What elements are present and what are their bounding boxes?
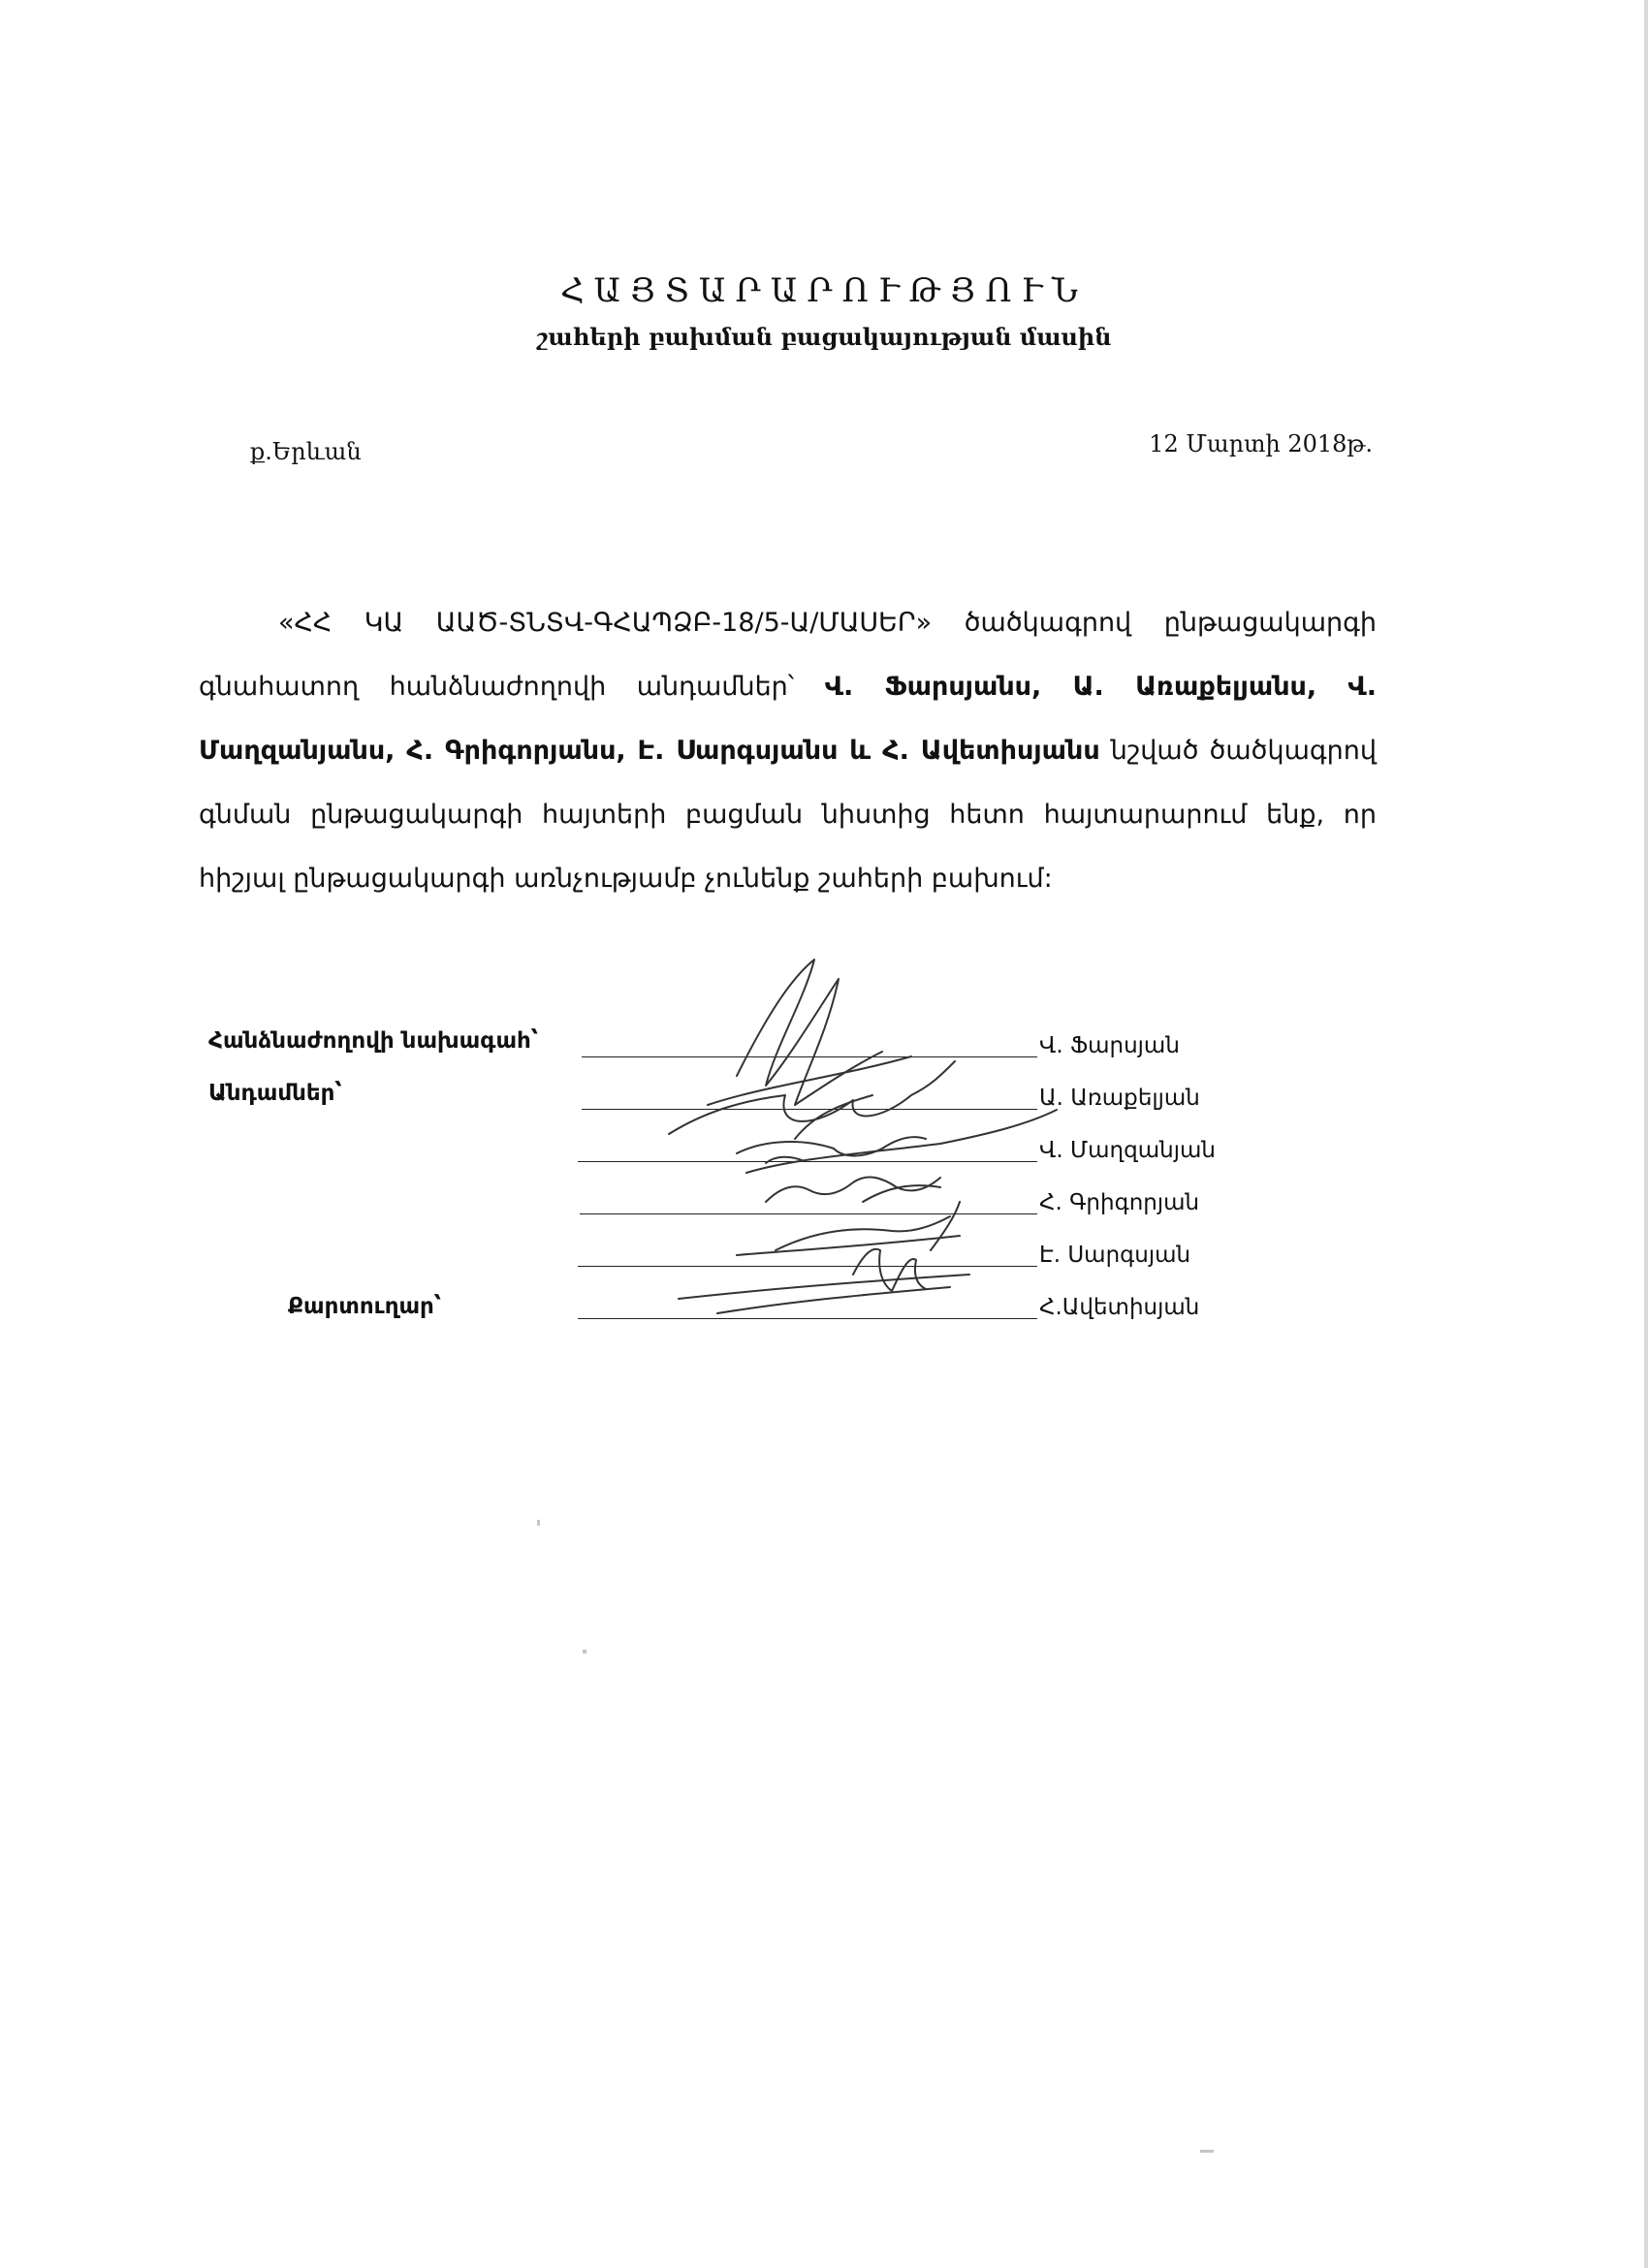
- declaration-text-part1: «ՀՀ ԿԱ ԱԱԾ-ՏՆՏՎ-ԳՀԱՊՁԲ-18/5-Ա/ՄԱՍԵՐ» ծածկագրով ընթացակարգի գնահատող հանձնաժողովի անդամներ՝: [199, 608, 1377, 702]
- declaration-text-part2: նշված ծածկագրով գնման ընթացակարգի հայտերի բացման նիստից հետո հայտարարում ենք, որ հիշյալ ընթացակարգի առնչությամբ չունենք շահերի բախում:: [199, 736, 1377, 894]
- scan-mark: [1200, 2150, 1214, 2153]
- signer-name: Հ. Գրիգորյան: [1039, 1190, 1200, 1215]
- signer-name: Վ. Ֆարսյան: [1039, 1033, 1180, 1058]
- declaration-members: Վ. Ֆարսյանս, Ա. Առաքելյանս, Վ. Մաղզանյանս, Հ. Գրիգորյանս, Է. Սարգսյանս և Հ. Ավետիսյանս: [199, 672, 1377, 766]
- scan-mark: [583, 1650, 586, 1654]
- document-title: ՀԱՅՏԱՐԱՐՈՒԹՅՈՒՆ: [560, 271, 1088, 310]
- declaration-paragraph: [199, 591, 1377, 911]
- city: ք.Երևան: [250, 438, 362, 465]
- members-label: Անդամներ՝: [208, 1081, 342, 1106]
- signer-name: Վ. Մաղզանյան: [1039, 1138, 1216, 1163]
- document-subtitle: շահերի բախման բացակայության մասին: [536, 323, 1112, 351]
- secretary-label: Քարտուղար՝: [288, 1294, 442, 1319]
- handwritten-signatures: [620, 940, 1086, 1347]
- scan-mark: [537, 1520, 540, 1526]
- date: 12 Մարտի 2018թ.: [1149, 430, 1373, 457]
- signer-name: Հ.Ավետիսյան: [1039, 1295, 1200, 1320]
- signer-name: Է. Սարգսյան: [1039, 1243, 1191, 1268]
- chair-label: Հանձնաժողովի նախագահ՝: [208, 1028, 539, 1054]
- signer-name: Ա. Առաքելյան: [1039, 1086, 1200, 1111]
